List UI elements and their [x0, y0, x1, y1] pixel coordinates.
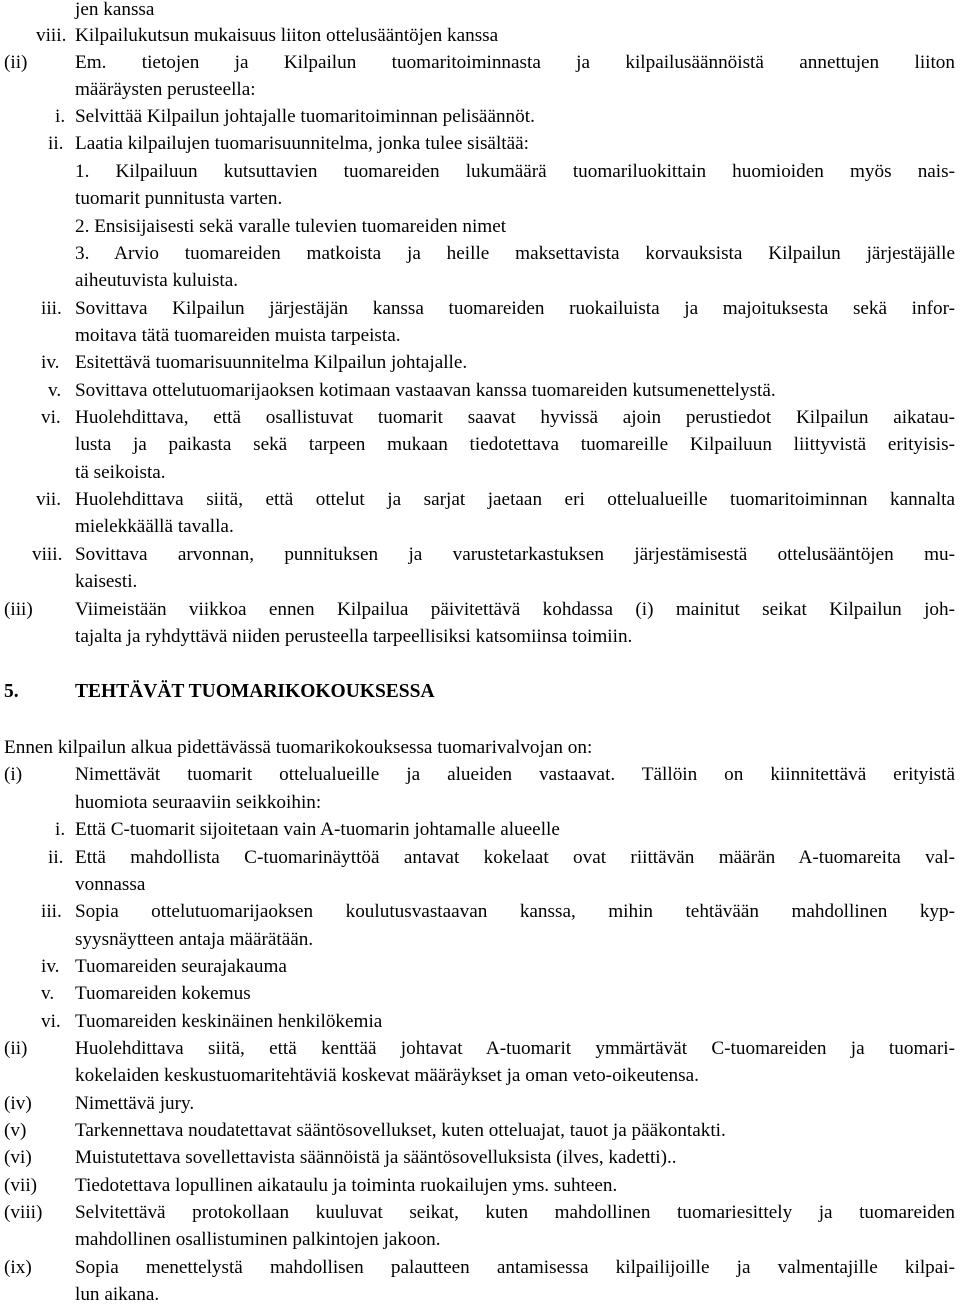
list-marker: (iv): [4, 1093, 32, 1114]
list-item-text: Sovittava ottelutuomarijaoksen kotimaan vastaavan kanssa tuomareiden kutsumenettelystä.: [75, 380, 776, 401]
list-item-text: Huolehdittava siitä, että kenttää johtavat A-tuomarit ymmärtävät C-tuomareiden ja tuomari-: [75, 1038, 955, 1059]
section-number: 5.: [4, 681, 19, 702]
list-marker: viii.: [36, 25, 67, 46]
list-marker: (i): [4, 764, 23, 785]
list-item-text: Tuomareiden keskinäinen henkilökemia: [75, 1011, 383, 1032]
list-marker: (iii): [4, 599, 33, 620]
section-title: TEHTÄVÄT TUOMARIKOKOUKSESSA: [75, 681, 435, 702]
list-item-text: määräysten perusteella:: [75, 79, 256, 100]
list-marker: (ii): [4, 52, 28, 73]
list-item-text: Selvitettävä protokollaan kuuluvat seikat, kuten mahdollinen tuomariesittely ja tuomareiden: [75, 1202, 955, 1223]
list-item-text: Sovittava arvonnan, punnituksen ja varustetarkastuksen järjestämisestä ottelusääntöjen mu-: [75, 544, 955, 565]
list-marker: vii.: [36, 489, 62, 510]
list-item-text: Sopia menettelystä mahdollisen palautteen antamisessa kilpailijoille ja valmentajille kilpai-: [75, 1257, 955, 1278]
list-item-text: tajalta ja ryhdyttävä niiden perusteella tarpeellisiksi katsomiinsa toimiin.: [75, 626, 633, 647]
list-marker: (vi): [4, 1147, 32, 1168]
list-item-text: Kilpailukutsun mukaisuus liiton ottelusääntöjen kanssa: [75, 25, 499, 46]
list-item-text: lun aikana.: [75, 1284, 160, 1305]
intro-paragraph: Ennen kilpailun alkua pidettävässä tuomarikokouksessa tuomarivalvojan on:: [4, 737, 593, 758]
list-item-text: tä seikoista.: [75, 462, 166, 483]
list-item-text: Nimettävä jury.: [75, 1093, 195, 1114]
list-item-text: aiheutuvista kuluista.: [75, 270, 239, 291]
list-item-text: 3. Arvio tuomareiden matkoista ja heille maksettavista korvauksista Kilpailun järjestäjälle: [75, 243, 955, 264]
list-item-text: Laatia kilpailujen tuomarisuunnitelma, jonka tulee sisältää:: [75, 133, 529, 154]
list-item-text: huomiota seuraaviin seikkoihin:: [75, 792, 322, 813]
list-item-text: Tuomareiden kokemus: [75, 983, 251, 1004]
list-marker: i.: [55, 106, 66, 127]
list-marker: ii.: [48, 847, 64, 868]
list-marker: (ix): [4, 1257, 32, 1278]
list-marker: (v): [4, 1120, 27, 1141]
list-item-text: Esitettävä tuomarisuunnitelma Kilpailun johtajalle.: [75, 352, 468, 373]
list-item-text: Huolehdittava siitä, että ottelut ja sarjat jaetaan eri ottelualueille tuomaritoiminnan kannalta: [75, 489, 955, 510]
list-item-text: syysnäytteen antaja määrätään.: [75, 929, 314, 950]
list-marker: (vii): [4, 1175, 38, 1196]
list-item-text: kokelaiden keskustuomaritehtäviä koskevat määräykset ja oman veto-oikeutensa.: [75, 1065, 699, 1086]
list-marker: iv.: [41, 956, 60, 977]
list-item-text: kaisesti.: [75, 571, 138, 592]
list-marker: iii.: [41, 298, 62, 319]
list-item-text: Että mahdollista C-tuomarinäyttöä antavat kokelaat ovat riittävän määrän A-tuomareita val-: [75, 847, 955, 868]
list-item-text: Sovittava Kilpailun järjestäjän kanssa tuomareiden ruokailuista ja majoituksesta sekä infor-: [75, 298, 955, 319]
text-line: jen kanssa: [75, 0, 155, 20]
list-item-text: Nimettävät tuomarit ottelualueille ja alueiden vastaavat. Tällöin on kiinnitettävä erityistä: [75, 764, 955, 785]
list-item-text: mielekkäällä tavalla.: [75, 516, 234, 537]
list-item-text: Tuomareiden seurajakauma: [75, 956, 287, 977]
list-item-text: lusta ja paikasta sekä tarpeen mukaan tiedotettava tuomareille Kilpailuun liittyvistä erityisis-: [75, 434, 955, 455]
list-item-text: moitava tätä tuomareiden muista tarpeista.: [75, 325, 401, 346]
list-item-text: Muistutettava sovellettavista säännöistä ja sääntösovelluksista (ilves, kadetti)..: [75, 1147, 677, 1168]
list-marker: v.: [48, 380, 62, 401]
list-marker: (ii): [4, 1038, 28, 1059]
list-item-text: Tarkennettava noudatettavat sääntösovellukset, kuten otteluajat, tauot ja pääkontakti.: [75, 1120, 726, 1141]
list-item-text: Että C-tuomarit sijoitetaan vain A-tuomarin johtamalle alueelle: [75, 819, 560, 840]
list-marker: iii.: [41, 901, 62, 922]
list-marker: (viii): [4, 1202, 43, 1223]
list-item-text: Viimeistään viikkoa ennen Kilpailua päivitettävä kohdassa (i) mainitut seikat Kilpailun joh-: [75, 599, 955, 620]
list-item-text: Huolehdittava, että osallistuvat tuomarit saavat hyvissä ajoin perustiedot Kilpailun aikatau-: [75, 407, 955, 428]
list-marker: iv.: [41, 352, 60, 373]
list-item-text: mahdollinen osallistuminen palkintojen jakoon.: [75, 1229, 441, 1250]
list-item-text: vonnassa: [75, 874, 146, 895]
list-item-text: Selvittää Kilpailun johtajalle tuomaritoiminnan pelisäännöt.: [75, 106, 535, 127]
list-marker: vi.: [41, 1011, 61, 1032]
list-item-text: 1. Kilpailuun kutsuttavien tuomareiden lukumäärä tuomariluokittain huomioiden myös nais-: [75, 161, 955, 182]
list-item-text: Tiedotettava lopullinen aikataulu ja toiminta ruokailujen yms. suhteen.: [75, 1175, 618, 1196]
list-marker: viii.: [32, 544, 63, 565]
list-item-text: tuomarit punnitusta varten.: [75, 188, 283, 209]
list-item-text: 2. Ensisijaisesti sekä varalle tulevien tuomareiden nimet: [75, 216, 507, 237]
list-marker: i.: [55, 819, 66, 840]
list-item-text: Em. tietojen ja Kilpailun tuomaritoiminnasta ja kilpailusäännöistä annettujen liiton: [75, 52, 955, 73]
list-marker: vi.: [41, 407, 61, 428]
list-marker: v.: [41, 983, 55, 1004]
list-item-text: Sopia ottelutuomarijaoksen koulutusvastaavan kanssa, mihin tehtävään mahdollinen kyp-: [75, 901, 955, 922]
list-marker: ii.: [48, 133, 64, 154]
